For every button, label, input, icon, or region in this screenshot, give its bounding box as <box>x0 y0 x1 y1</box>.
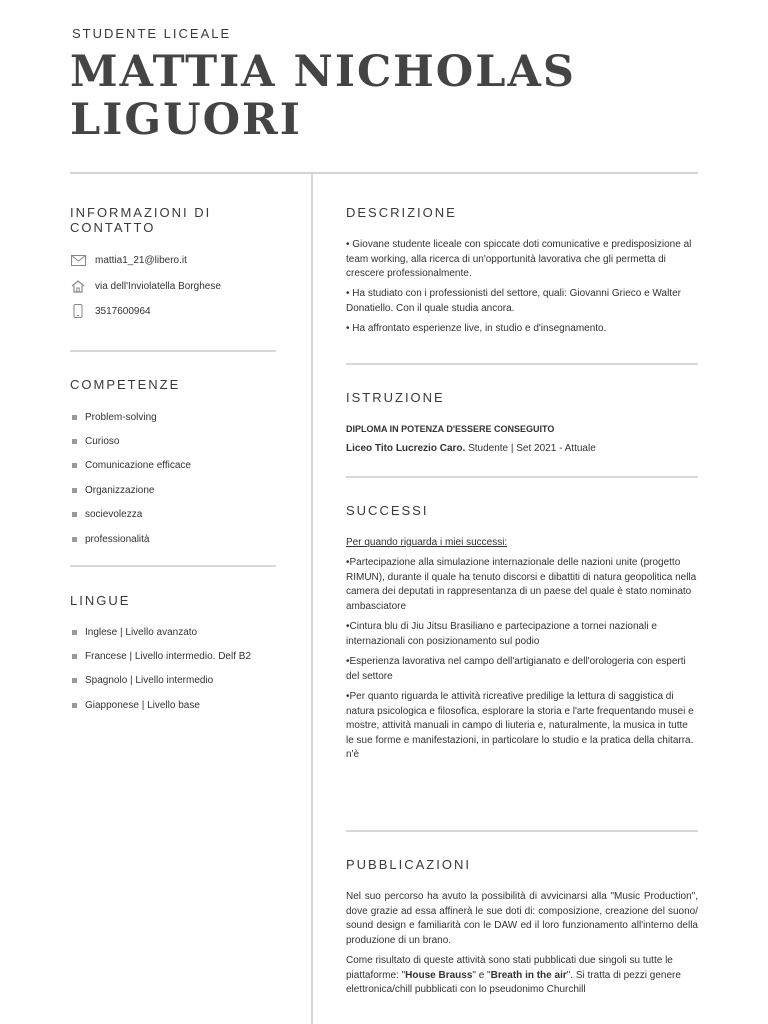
list-item <box>72 405 191 429</box>
skills-divider <box>70 565 276 567</box>
description-divider <box>346 363 698 365</box>
publications-text: " e " <box>472 969 491 981</box>
phone-icon <box>70 304 86 318</box>
language-label: Giapponese | Livello base <box>85 699 200 711</box>
publications-paragraph: Nel suo percorso ha avuto la possibilità di avvicinarsi alla "Music Production", dove grazie ad essa affinerà le sue doti di: composizione, creazione del suono/ sound design e familiarità con le DAW ed il loro funzionamento all'interno della produzione di un brano. <box>346 891 698 946</box>
bullet <box>72 463 77 468</box>
list-item <box>72 527 191 551</box>
description-paragraph: • Ha affrontato esperienze live, in studio e d'insegnamento. <box>346 323 607 334</box>
achievement-item: •Cintura blu di Jiu Jitsu Brasiliano e partecipazione a tornei nazionali e internazionali con posizionamento sul podio <box>346 621 657 647</box>
education-section-title: ISTRUZIONE <box>346 390 445 405</box>
job-title: STUDENTE LICEALE <box>72 26 232 41</box>
list-item <box>72 669 251 693</box>
bullet <box>72 654 77 659</box>
bullet <box>72 512 77 517</box>
contact-section-title: INFORMAZIONI DI CONTATTO <box>70 205 212 235</box>
address-text: via dell'Inviolatella Borghese <box>95 280 221 292</box>
skill-label: Organizzazione <box>85 484 155 496</box>
bullet <box>72 703 77 708</box>
education-entry <box>346 442 698 457</box>
skill-label: socievolezza <box>85 509 143 521</box>
skill-label: professionalità <box>85 533 150 545</box>
list-item <box>72 644 251 668</box>
contact-phone[interactable] <box>70 304 151 318</box>
achievements-intro: Per quando riguarda i miei successi: <box>346 537 508 548</box>
description-paragraph: • Ha studiato con i professionisti del settore, quali: Giovanni Grieco e Walter Donatiello. Con il quale studia ancora. <box>346 288 681 314</box>
list-item <box>72 503 191 527</box>
language-label: Spagnolo | Livello intermedio <box>85 675 214 687</box>
column-divider <box>311 174 313 1024</box>
name-line-1: MATTIA NICHOLAS <box>70 47 576 97</box>
school-name: Liceo Tito Lucrezio Caro. <box>346 443 466 454</box>
list-item <box>72 478 191 502</box>
contact-address <box>70 279 221 293</box>
achievements-section-title: SUCCESSI <box>346 503 429 518</box>
languages-list <box>72 620 251 718</box>
education-divider <box>346 476 698 478</box>
achievements-divider <box>346 830 698 832</box>
publications-text: Come risultato di queste attività sono stati pubblicati due singoli su tutte le piattaforme: " <box>346 955 673 981</box>
achievement-item: •Per quanto riguarda le attività ricreative predilige la lettura di saggistica di natura psicologica e filosofica, esplorare la storia e l'arte frequentando musei e mostre, attività manuali in campo di liuteria e, naturalmente, la musica in tutte le sue forme e manifestazioni, in particolare lo studio e la pratica della chitarra. n'è <box>346 691 694 760</box>
publications-text: ". Si tratta di pezzi genere elettronica/chill pubblicati con lo pseudonimo Churchill <box>346 969 681 995</box>
header-divider <box>70 172 698 174</box>
bullet <box>72 488 77 493</box>
name-line-2: LIGUORI <box>70 95 302 145</box>
list-item <box>72 693 251 717</box>
bullet <box>72 630 77 635</box>
email-text: mattia1_21@libero.it <box>95 254 187 266</box>
single-title: Breath in the air <box>490 969 567 981</box>
bullet <box>72 415 77 420</box>
bullet <box>72 678 77 683</box>
description-paragraph: • Giovane studente liceale con spiccate doti comunicative e predisposizione al team working, alla ricerca di un'opportunità lavorativa che gli permetta di crescere professionalmente. <box>346 239 692 279</box>
contact-divider <box>70 350 276 352</box>
skill-label: Curioso <box>85 436 120 448</box>
achievement-item: •Esperienza lavorativa nel campo dell'artigianato e dell'orologeria con esperti del settore <box>346 656 686 682</box>
publications-paragraph <box>346 954 698 998</box>
skill-label: Problem-solving <box>85 411 157 423</box>
languages-section-title: LINGUE <box>70 593 131 608</box>
degree-title: DIPLOMA IN POTENZA D'ESSERE CONSEGUITO <box>346 424 555 434</box>
language-label: Inglese | Livello avanzato <box>85 626 198 638</box>
bullet <box>72 439 77 444</box>
contact-email[interactable] <box>70 253 187 267</box>
home-icon <box>70 279 86 293</box>
bullet <box>72 537 77 542</box>
skills-section-title: COMPETENZE <box>70 377 181 392</box>
description-section-title: DESCRIZIONE <box>346 205 457 220</box>
education-details: Studente | Set 2021 - Attuale <box>468 443 596 454</box>
phone-text: 3517600964 <box>95 305 151 317</box>
skills-list <box>72 405 191 551</box>
achievement-item: •Partecipazione alla simulazione internazionale delle nazioni unite (progetto RIMUN), durante il quale ha tenuto discorsi e dibattiti di natura geopolitica nella camera dei deputati in rappresentanza di un paese del quale è stato nominato ambasciatore <box>346 557 697 612</box>
language-label: Francese | Livello intermedio. Delf B2 <box>85 651 252 663</box>
single-title: House Brauss <box>405 969 473 981</box>
person-name <box>70 48 576 144</box>
list-item <box>72 620 251 644</box>
list-item <box>72 454 191 478</box>
skill-label: Comunicazione efficace <box>85 460 191 472</box>
mail-icon <box>70 253 86 267</box>
publications-section-title: PUBBLICAZIONI <box>346 857 471 872</box>
list-item <box>72 429 191 453</box>
